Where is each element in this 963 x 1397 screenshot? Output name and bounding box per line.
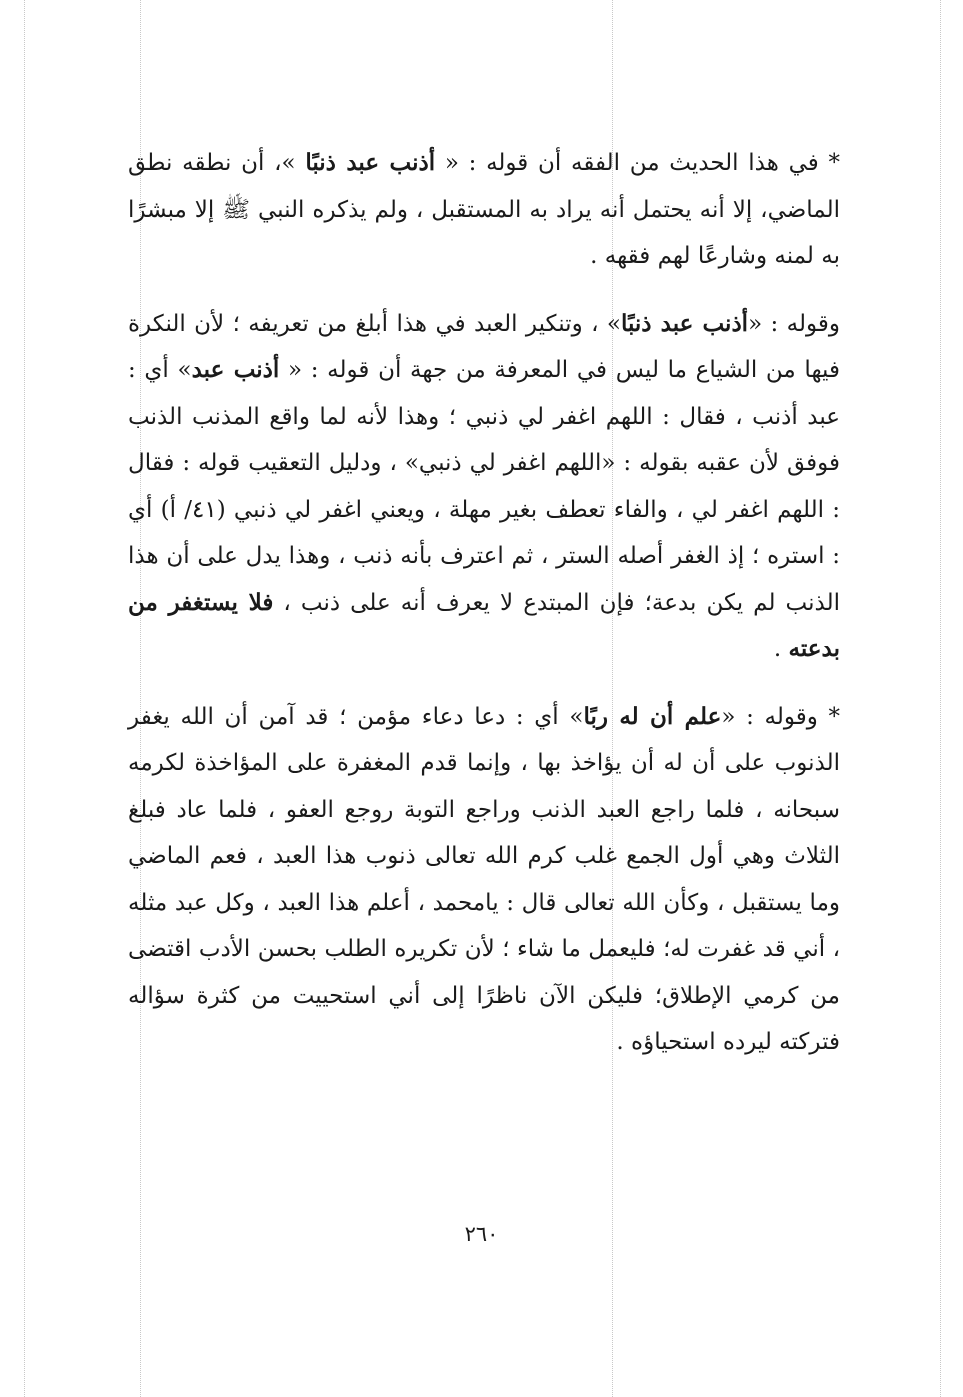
scan-dotted-line (24, 0, 25, 1397)
text-segment: وقوله : « (748, 310, 840, 337)
text-segment: » أي : دعا دعاء مؤمن ؛ قد آمن أن الله يغفر الذنوب على أن له أن يؤاخذ بها ، وإنما قدم المغفرة على المؤاخذة لكرمه سبحانه ، فلما راجع العبد الذنب وراجع التوبة روجع العفو ، فلما عاد فبلغ الثلاث وهي أول الجمع غلب كرم الله تعالى ذنوب هذا العبد ، فعم الماضي وما يستقبل ، وكأن الله تعالى قال : يامحمد ، أعلم هذا العبد ، وكل عبد مثله ، أني قد غفرت له؛ فليعمل ما شاء ؛ لأن تكريره الطلب بحسن الأدب اقتضى من كرمي الإطلاق؛ فليكن الآن ناظرًا إلى أني استحييت من كثرة سؤاله فتركته ليرده استحياؤه . (128, 703, 840, 1055)
text-segment: » أي : عبد أذنب ، فقال : اللهم اغفر لي ذنبي ؛ وهذا لأنه لما واقع المذنب الذنب فوفق لأن عقبه بقوله : «اللهم اغفر لي ذنبي» ، ودليل التعقيب قوله : فقال : اللهم اغفر لي ، والفاء تعطف بغير مهلة ، ويعني اغفر لي ذنبي (٤١/ أ) أي : استره ؛ إذ الغفر أصله الستر ، ثم اعترف بأنه ذنب ، وهذا يدل على أن هذا الذنب لم يكن بدعة؛ فإن المبتدع لا يعرف أنه على ذنب ، (128, 357, 840, 616)
hadith-quote: أذنب عبد (191, 356, 280, 383)
scan-dotted-line (940, 0, 941, 1397)
emphasized-phrase: فلا يستغفر من بدعته (128, 588, 840, 662)
paragraph-3 (128, 694, 840, 1066)
text-segment: »، أن نطقه نطق الماضي، إلا أنه يحتمل أنه يراد به المستقبل ، ولم يذكره النبي ﷺ إلا مبشرًا به لمنه وشارعًا لهم فقهه . (128, 150, 840, 269)
text-segment: . (773, 636, 789, 662)
page-number: ٢٦٠ (464, 1222, 499, 1246)
text-segment: * في هذا الحديث من الفقه أن قوله : « (435, 150, 840, 176)
paragraph-1 (128, 140, 840, 280)
paragraph-2 (128, 301, 840, 673)
hadith-quote: أذنب عبد ذنبًا (305, 149, 436, 176)
hadith-quote: علم أن له ربًا (583, 702, 722, 730)
main-text (128, 140, 840, 1066)
text-segment: » ، وتنكير العبد في هذا أبلغ من تعريفه ؛ لأن النكرة فيها من الشياع ما ليس في المعرفة من جهة أن قوله : « (128, 310, 840, 383)
text-segment: * وقوله : « (721, 703, 840, 730)
hadith-quote: أذنب عبد ذنبًا (620, 309, 749, 337)
